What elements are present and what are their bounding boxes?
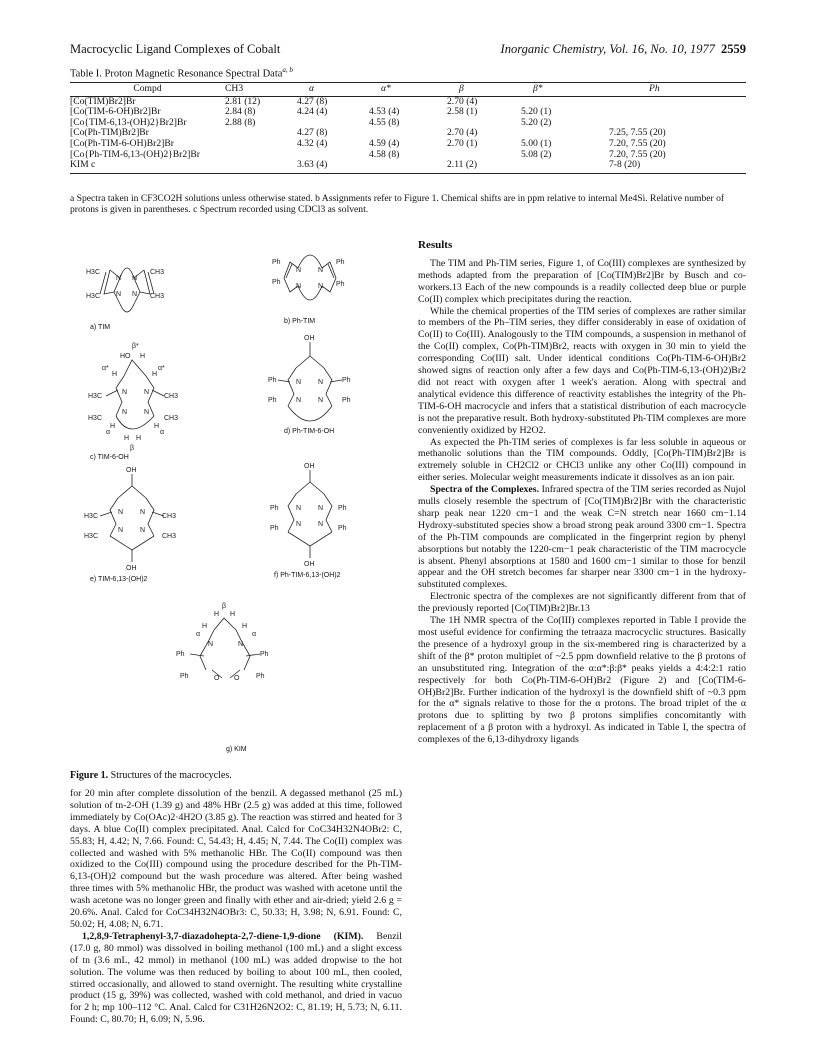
table-cell: 7.20, 7.55 (20) <box>609 137 666 149</box>
atom-label: N <box>132 275 138 282</box>
table-cell: 2.70 (1) <box>447 137 478 149</box>
structure-tim <box>70 250 190 322</box>
table-cell: [Co(TIM-6-OH)Br2]Br <box>70 106 161 118</box>
table-cell: [Co{TIM-6,13-(OH)2}Br2]Br <box>70 116 187 128</box>
atom-label: N <box>116 275 122 282</box>
atom-label: N <box>318 521 324 528</box>
structure-tim-6-13-oh2 <box>70 464 210 574</box>
table-cell: 4.27 (8) <box>297 95 328 107</box>
atom-label: H <box>242 623 248 630</box>
atom-label: N <box>296 283 302 290</box>
table-cell: [Co(TIM)Br2]Br <box>70 95 136 107</box>
atom-label: Ph <box>338 505 347 512</box>
table-cell: 2.81 (12) <box>225 95 261 107</box>
table-cell: 4.59 (4) <box>369 137 400 149</box>
table-cell: 2.70 (4) <box>447 127 478 139</box>
right-column <box>418 240 746 746</box>
table-cell: 4.55 (8) <box>369 116 400 128</box>
atom-label: N <box>140 509 146 516</box>
table-cell: 2.88 (8) <box>225 116 256 128</box>
subsection-heading: Spectra of the Complexes. <box>430 484 540 496</box>
atom-label: N <box>116 291 122 298</box>
structure-ph-tim-6-oh <box>250 332 370 436</box>
atom-label: N <box>296 379 302 386</box>
atom-label: N <box>318 505 324 512</box>
atom-label: H <box>136 435 142 442</box>
atom-label: β <box>222 603 227 610</box>
table-cell <box>609 96 746 107</box>
atom-label: H <box>112 371 118 378</box>
atom-label: N <box>296 397 302 404</box>
atom-label: Ph <box>342 377 351 384</box>
table-cell: 3.63 (4) <box>297 160 369 173</box>
atom-label: α* <box>158 365 165 372</box>
figure-caption-text: Structures of the macrocycles. <box>110 770 232 781</box>
structure-tim-6-oh <box>70 336 210 452</box>
atom-label: N <box>296 267 302 274</box>
col-header: Compd <box>70 83 225 97</box>
table-cell: 4.24 (4) <box>297 106 328 118</box>
atom-label: N <box>318 283 324 290</box>
atom-label: O <box>214 675 220 682</box>
atom-label: Ph <box>270 525 279 532</box>
table-title-sup: a, b <box>282 66 293 74</box>
atom-label: H3C <box>88 393 103 400</box>
atom-label: H <box>202 623 208 630</box>
atom-label: H3C <box>86 269 101 276</box>
compound-heading: 1,2,8,9-Tetraphenyl-3,7-diazadohepta-2,7-diene-1,9-dione (KIM). <box>82 930 364 942</box>
table-cell: 5.08 (2) <box>521 148 552 160</box>
table-cell: 4.58 (8) <box>369 148 400 160</box>
table-row <box>70 150 746 161</box>
atom-label: β* <box>132 343 139 350</box>
atom-label: H <box>230 611 236 618</box>
table-cell <box>609 107 746 118</box>
table-cell <box>521 160 609 173</box>
col-header: α* <box>369 83 447 97</box>
figure-structures <box>70 238 406 768</box>
atom-label: CH3 <box>150 269 165 276</box>
body-paragraph: The TIM and Ph-TIM series, Figure 1, of Co(III) complexes are synthesized by methods adapted from the preparation of [Co(TIM)Br2]Br by Busch and co-workers.13 Each of the new compounds is a readily collected deep blue or purple Co(II) complex which precipitates during the reaction. <box>418 257 746 305</box>
paragraph-text: Benzil (17.0 g, 80 mmol) was dissolved in boiling methanol (100 mL) and a slight excess of tn (3.6 mL, 42 mmol) in methanol (100 mL) was added dropwise to the hot solution. The volume was then reduced by boiling to about 100 mL, then cooled, stirred occasionally, and allowed to stand overnight. The resulting white crystalline product (15 g, 39%) was collected, washed with cold methanol, and dried in vacuo for 2 h; mp 100–112 °C. Anal. Calcd for C31H26N2O2: C, 81.19; H, 5.73; N, 6.11. Found: C, 80.70; H, 6.09; N, 5.96. <box>70 930 402 1026</box>
atom-label: H <box>140 353 146 360</box>
figure-caption-label: Figure 1. <box>70 770 109 781</box>
table-cell: 5.20 (2) <box>521 116 552 128</box>
atom-label: α <box>160 429 165 436</box>
running-title: Macrocyclic Ligand Complexes of Cobalt <box>70 42 281 56</box>
col-header: β* <box>521 83 609 97</box>
table-cell <box>225 150 297 161</box>
table-cell: 2.11 (2) <box>447 160 521 173</box>
atom-label: α <box>106 429 111 436</box>
table-cell: 7.25, 7.55 (20) <box>609 127 666 139</box>
structure-label: f) Ph-TIM-6,13-(OH)2 <box>274 572 341 579</box>
atom-label: Ph <box>268 397 277 404</box>
atom-label: Ph <box>336 259 345 266</box>
atom-label: Ph <box>180 673 189 680</box>
page-number: 2559 <box>721 42 746 56</box>
atom-label: Ph <box>268 377 277 384</box>
atom-label: H3C <box>88 415 103 422</box>
atom-label: H <box>124 435 130 442</box>
atom-label: Ph <box>338 525 347 532</box>
atom-label: α <box>252 631 257 638</box>
section-heading: Results <box>418 239 453 251</box>
paragraph-text: Infrared spectra of the TIM series recorded as Nujol mulls closely resemble the spectrum of [Co(TIM)Br2]Br with the characteristic sharp peak near 1220 cm−1 and the weak C=N stretch near 1660 cm−1.14 Hydroxy-substituted species show a broad strong peak around 3300 cm−1. Spectra of the Ph-TIM compounds are complicated in the fingerprint region by phenyl absorptions but notably the 1220-cm−1 peak characteristic of the TIM macrocycle is absent. Phenyl absorptions at 1580 and 1600 cm−1 similar to those for benzil appear and the OH stretch becomes far sharper near 3300 cm−1 in the hydroxy-substituted complexes. <box>418 484 747 591</box>
atom-label: HO <box>120 353 131 360</box>
atom-label: N <box>296 505 302 512</box>
atom-label: O <box>234 675 240 682</box>
col-header: β <box>447 83 521 97</box>
atom-label: N <box>118 509 124 516</box>
atom-label: Ph <box>342 397 351 404</box>
atom-label: H <box>154 423 160 430</box>
journal-name: Inorganic Chemistry, Vol. 16, No. 10, 1977 <box>500 42 715 56</box>
table-footnote: a Spectra taken in CF3CO2H solutions unless otherwise stated. b Assignments refer to Figure 1. Chemical shifts are in ppm relative to internal Me4Si. Relative number of protons is given in parentheses. c Spectrum recorded using CDCl3 as solvent. <box>70 193 725 215</box>
atom-label: H <box>152 371 158 378</box>
table-cell: 7.20, 7.55 (20) <box>609 148 666 160</box>
table-cell: KIM c <box>70 160 225 173</box>
atom-label: N <box>208 641 214 648</box>
structure-ph-tim-6-13-oh2 <box>250 460 370 570</box>
atom-label: α <box>196 631 201 638</box>
atom-label: H3C <box>84 513 99 520</box>
table-cell: [Co(Ph-TIM-6-OH)Br2]Br <box>70 137 174 149</box>
atom-label: OH <box>126 565 137 572</box>
atom-label: OH <box>126 467 137 474</box>
atom-label: N <box>238 641 244 648</box>
table-cell: 5.20 (1) <box>521 106 552 118</box>
atom-label: H3C <box>86 293 101 300</box>
atom-label: N <box>318 379 324 386</box>
table-cell: 5.00 (1) <box>521 137 552 149</box>
table-cell <box>225 139 297 150</box>
table-title-text: Table I. Proton Magnetic Resonance Spectral Data <box>70 68 283 80</box>
table-header-row <box>70 83 746 97</box>
structure-kim <box>164 598 304 698</box>
atom-label: N <box>118 527 124 534</box>
table-row <box>70 160 746 173</box>
atom-label: N <box>144 389 150 396</box>
body-paragraph: While the chemical properties of the TIM series of complexes are rather similar to members of the Ph–TIM series, they differ considerably in ease of oxidation of Co(II) to Co(III). Analogously to the TIM compounds, a suspension in methanol of the Co(II) complex, Co(Ph-TIM)Br2, reacts with oxygen in 30 min to yield the corresponding Co(III) salt. Under identical conditions Co(Ph-TIM-6-OH)Br2 showed signs of reaction only after a few days and Co(Ph-TIM-6,13-(OH)2)Br2 did not react with oxygen after 1 week's aeration. Along with spectral and analytical evidence this difference of reactivity establishes the integrity of the Ph-TIM-6-OH macrocycle and infers that a statistical distribution of each macrocycle is not the preparative result. Both hydroxy-substituted Ph-TIM complexes are more conveniently oxidized by H2O2. <box>418 305 746 436</box>
atom-label: α* <box>102 365 109 372</box>
table-cell <box>225 128 297 139</box>
atom-label: H <box>214 611 220 618</box>
col-header: CH3 <box>225 83 297 97</box>
table-cell: [Co{Ph-TIM-6,13-(OH)2}Br2]Br <box>70 148 200 160</box>
body-paragraph <box>418 484 746 591</box>
table-cell: [Co(Ph-TIM)Br2]Br <box>70 127 149 139</box>
atom-label: CH3 <box>150 293 165 300</box>
table-row <box>70 96 746 107</box>
body-paragraph: Electronic spectra of the complexes are not significantly different from that of the previously reported [Co(TIM)Br2]Br.13 <box>418 591 746 615</box>
atom-label: CH3 <box>162 533 177 540</box>
atom-label: H3C <box>84 533 99 540</box>
atom-label: OH <box>304 335 315 342</box>
left-column <box>70 788 402 1026</box>
atom-label: Ph <box>272 279 281 286</box>
structure-label: a) TIM <box>90 324 111 331</box>
atom-label: N <box>318 397 324 404</box>
figure-caption <box>70 770 232 781</box>
atom-label: Ph <box>272 259 281 266</box>
atom-label: N <box>132 291 138 298</box>
structure-ph-tim <box>250 238 370 316</box>
table-title <box>70 66 293 80</box>
atom-label: H <box>110 423 116 430</box>
structure-label: c) TIM-6-OH <box>90 454 129 461</box>
structure-label: b) Ph-TIM <box>284 318 316 325</box>
atom-label: β <box>130 445 135 452</box>
atom-label: N <box>122 409 128 416</box>
col-header: α <box>297 83 369 97</box>
table-cell: 4.32 (4) <box>297 137 328 149</box>
atom-label: OH <box>304 463 315 470</box>
table-row <box>70 139 746 150</box>
table-cell: 4.53 (4) <box>369 106 400 118</box>
atom-label: N <box>318 267 324 274</box>
body-paragraph: for 20 min after complete dissolution of the benzil. A degassed methanol (25 mL) solution of tn-2-OH (1.39 g) and 48% HBr (2.5 g) was added at this time, followed immediately by Co(OAc)2·4H2O (3.85 g). The reaction was stirred and heated for 3 days. A blue Co(II) complex precipitated. Anal. Calcd for CoC34H32N4OBr2: C, 55.83; H, 4.42; N, 7.66. Found: C, 54.43; H, 4.45; N, 7.44. The Co(II) complex was collected and washed with 5% methanolic HBr. The Co(II) compound was then oxidized to the Co(III) compound using the procedure described for the Ph-TIM-6,13-(OH)2 compound but the wash procedure was altered. After being washed three times with 5% methanolic HBr, the product was washed with acetone until the wash acetone was no longer green and finally with ether and air-dried; yield 2.6 g = 20.6%. Anal. Calcd for CoC34H32N4OBr3: C, 50.33; H, 3.98; N, 6.91. Found: C, 50.02; H, 4.08; N, 6.71. <box>70 788 402 930</box>
table-cell: 2.84 (8) <box>225 106 256 118</box>
atom-label: OH <box>304 561 315 568</box>
atom-label: Ph <box>260 651 269 658</box>
col-header: Ph <box>609 83 746 97</box>
atom-label: N <box>140 527 146 534</box>
atom-label: CH3 <box>164 415 179 422</box>
body-paragraph: The 1H NMR spectra of the Co(III) complexes reported in Table I provide the most useful evidence for confirming the tetraaza macrocyclic structures. Basically the presence of a hydroxyl group in the six-membered ring is characterized by a shift of the β* proton multiplet of ~2.5 ppm downfield relative to the β protons of an unsubstituted ring. Integration of the α:α*:β:β* peaks yields a 4:4:2:1 ratio respectively for both Co(Ph-TIM-6-OH)Br2 (Figure 2) and [Co(TIM-6-OH)Br2]Br. Further indication of the hydroxyl is the downfield shift of ~0.3 ppm for the α* signals relative to those for the α protons. The broad triplet of the α protons due to splitting by two β protons simplifies concomitantly with replacement of a β proton with a hydroxyl. As indicated in Table I, the spectra of complexes of the 6,13-dihydroxy ligands <box>418 615 746 746</box>
table-cell: 7-8 (20) <box>609 160 746 173</box>
structure-label: e) TIM-6,13-(OH)2 <box>90 576 148 583</box>
atom-label: N <box>296 521 302 528</box>
structure-label: d) Ph-TIM-6-OH <box>284 428 335 435</box>
body-paragraph: As expected the Ph-TIM series of complexes is far less soluble in aqueous or methanolic solutions than the TIM compounds. Oddly, [Co(Ph-TIM)Br2]Br is extremely soluble in CH2Cl2 or CHCl3 unlike any other Co(III) compound in either series. Molecular weight measurements indicate it dissolves as an ion pair. <box>418 436 746 484</box>
nmr-data-table <box>70 82 746 174</box>
journal-citation <box>501 42 746 57</box>
atom-label: Ph <box>176 651 185 658</box>
table-cell <box>225 160 297 173</box>
table-cell: 2.58 (1) <box>447 106 478 118</box>
table-cell: 4.27 (8) <box>297 127 328 139</box>
atom-label: N <box>122 389 128 396</box>
table-cell <box>369 160 447 173</box>
atom-label: N <box>144 409 150 416</box>
atom-label: CH3 <box>164 393 179 400</box>
atom-label: Ph <box>336 281 345 288</box>
structure-label: g) KIM <box>226 746 247 753</box>
table-cell: 2.70 (4) <box>447 95 478 107</box>
body-paragraph <box>70 931 402 1026</box>
atom-label: Ph <box>270 505 279 512</box>
atom-label: CH3 <box>162 513 177 520</box>
atom-label: Ph <box>256 673 265 680</box>
